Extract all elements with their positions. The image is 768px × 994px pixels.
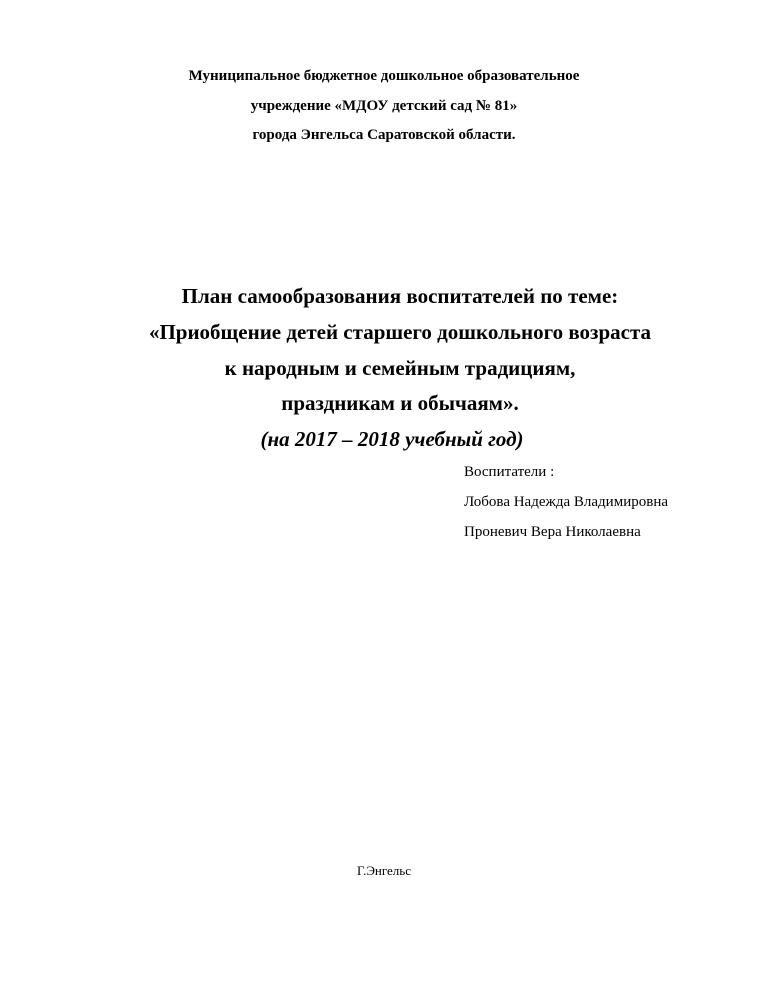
title-line-4: праздникам и обычаям». (281, 391, 519, 415)
title-line-3: к народным и семейным традициям, (224, 356, 576, 380)
staff-label: Воспитатели : (464, 464, 555, 480)
title-line-1: План самообразования воспитателей по теме: (181, 284, 619, 308)
title-line-2: «Приобщение детей старшего дошкольного возраста (148, 320, 652, 344)
teacher-name-2: Проневич Вера Николаевна (464, 524, 641, 540)
academic-year: (на 2017 – 2018 учебный год) (260, 427, 524, 451)
organization-line-3: города Энгельса Саратовской области. (252, 127, 516, 143)
teacher-name-1: Лобова Надежда Владимировна (464, 494, 669, 510)
city-name: Г.Энгельс (357, 863, 411, 878)
organization-line-2: учреждение «МДОУ детский сад № 81» (250, 98, 518, 114)
organization-line-1: Муниципальное бюджетное дошкольное образовательное (188, 68, 580, 84)
